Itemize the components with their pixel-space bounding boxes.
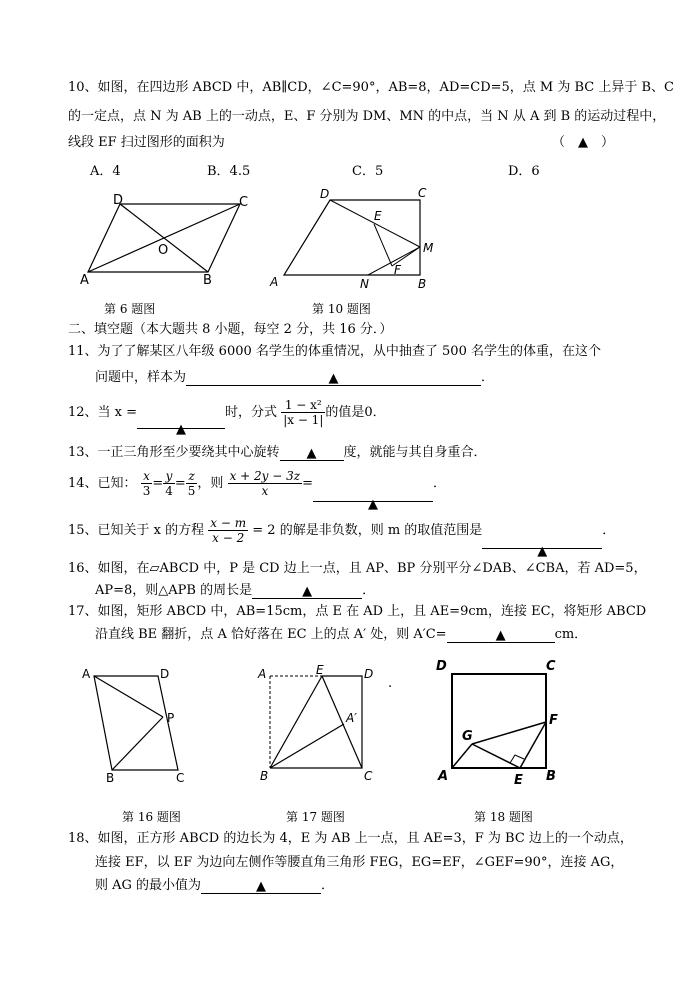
q14-end: ． [433, 476, 447, 491]
q13-blank [280, 446, 344, 461]
q17-mark: ▲ [495, 628, 506, 643]
fig6-label-o: O [158, 243, 169, 258]
q14-then: ，则 [197, 476, 224, 491]
q15 [68, 513, 616, 559]
q18-mark: ▲ [256, 879, 267, 894]
q14-eq: = [302, 476, 313, 491]
q15-pre: 15、已知关于 x 的方程 [68, 523, 205, 538]
q12-mid: 时，分式 [225, 405, 278, 420]
fig16-label-d: D [160, 667, 170, 681]
q11-text: 问题中，样本为 [95, 370, 187, 385]
q11-mark: ▲ [328, 371, 339, 386]
q18-line1: 18、如图，正方形 ABCD 的边长为 4，E 为 AB 上一点，且 AE=3，F 为 BC 边上的一个动点， [68, 831, 633, 846]
fig18-label-a: A [438, 769, 449, 784]
q10-line1: 10、如图，在四边形 ABCD 中，AB∥CD，∠C=90°，AB=8，AD=CD=5，点 M 为 BC 上异于 B、C [68, 80, 675, 95]
q14-f1-den: 3 [142, 484, 151, 498]
q11-end: ． [481, 370, 495, 385]
q14-f1-num: x [141, 469, 153, 484]
fig10-label-f: F [394, 263, 401, 277]
q14-f3-num: z [186, 469, 198, 484]
q14-frac-expr [228, 469, 303, 498]
q17-blank [447, 628, 555, 643]
q15-end: ． [602, 523, 616, 538]
q12-pre: 12、当 x = [68, 405, 138, 420]
q16-line2 [95, 583, 375, 599]
q13-post: 度，就能与其自身重合． [343, 445, 487, 460]
q14-frac-y [163, 469, 175, 498]
q14-mark: ▲ [368, 497, 378, 512]
q18-line3 [95, 878, 334, 894]
fig6-label-d: D [113, 193, 124, 208]
fig16-label-b: B [106, 771, 115, 785]
fig16-caption: 第 16 题图 [122, 810, 181, 824]
fig17-label-c: C [364, 769, 373, 783]
fig10-caption: 第 10 题图 [312, 302, 371, 316]
fig18-label-f: F [549, 713, 558, 728]
q18-line2: 连接 EF，以 EF 为边向左侧作等腰直角三角形 FEG，EG=EF，∠GEF=90°，连接 AG， [95, 855, 624, 870]
q13-pre: 13、一正三角形至少要绕其中心旋转 [68, 445, 280, 460]
q15-numerator: x − m [210, 516, 247, 530]
fig18-label-c: C [546, 659, 556, 674]
fig10-label-d: D [320, 187, 330, 201]
q10-option-a: A．4 [90, 164, 121, 179]
q13-mark: ▲ [306, 446, 317, 461]
q18-end: ． [321, 878, 335, 893]
fig17-dot: . [388, 676, 393, 691]
q15-denominator: x − 2 [212, 531, 245, 545]
fig16-label-p: P [167, 711, 175, 725]
q12 [68, 397, 386, 437]
fig16-label-c: C [176, 771, 185, 785]
q10-option-b: B．4.5 [207, 164, 251, 179]
q14-pre: 14、已知： [68, 476, 137, 491]
q12-numerator: 1 − x² [281, 398, 325, 413]
fig10-label-e: E [374, 209, 382, 223]
fig18-label-g: G [462, 729, 473, 744]
q10-line3: 线段 EF 扫过图形的面积为 [68, 135, 225, 150]
fig18-label-b: B [546, 769, 556, 784]
fig10-label-n: N [360, 277, 369, 291]
fig10-label-m: M [423, 241, 434, 255]
q15-blank [482, 534, 602, 559]
q14-blank [313, 487, 433, 512]
q12-fraction [281, 398, 325, 427]
q16-text: AP=8，则△APB 的周长是 [95, 583, 253, 598]
fig6-caption: 第 6 题图 [104, 302, 156, 316]
q15-mid: = 2 的解是非负数，则 m 的取值范围是 [252, 523, 483, 538]
q12-blank [137, 414, 225, 437]
figure-16-parallelogram [80, 662, 195, 787]
q16-blank [252, 584, 362, 599]
fig6-label-a: A [80, 273, 89, 288]
fig18-label-e: E [514, 773, 523, 788]
fig17-label-a: A [258, 667, 267, 681]
q13 [68, 445, 487, 461]
q17-text: 沿直线 BE 翻折，点 A 恰好落在 EC 上的点 A′ 处，则 A′C= [95, 627, 447, 642]
fig10-label-b: B [418, 277, 427, 291]
q14-f4-den: x [261, 484, 269, 498]
q10-option-c: C．5 [352, 164, 384, 179]
fig16-label-a: A [82, 667, 91, 681]
q11-line1: 11、为了了解某区八年级 6000 名学生的体重情况，从中抽查了 500 名学生的体重，在这个 [68, 344, 601, 359]
fig10-label-a: A [270, 275, 279, 289]
fig17-label-e: E [316, 663, 324, 677]
q12-mark: ▲ [176, 422, 187, 437]
figure-18-square [428, 656, 568, 788]
q17-line2 [95, 627, 587, 643]
q18-text: 则 AG 的最小值为 [95, 878, 202, 893]
q14-f2-den: 4 [165, 484, 173, 498]
q14-f3-den: 5 [187, 484, 196, 498]
q18-blank [201, 879, 321, 894]
q14-f2-num: y [163, 469, 175, 484]
q10-option-d: D．6 [508, 164, 540, 179]
fig6-label-b: B [203, 273, 212, 288]
q14: 14、已知： $\frac{x}{3}$ = $\frac{y}{4}$ = $\frac{z}{5}$ ，则 $\frac{x + 2y - 3z}{x}$ =▲． [68, 469, 447, 512]
q12-denominator: |x − 1| [283, 413, 324, 427]
q10-line2: 的一定点，点 N 为 AB 上的一动点，E、F 分别为 DM、MN 的中点，当 N 从 A 到 B 的运动过程中， [68, 109, 666, 124]
q11-line2 [95, 370, 494, 386]
figure-17-rectangle [256, 662, 396, 787]
q16-mark: ▲ [302, 584, 313, 599]
q15-fraction [208, 516, 248, 545]
fig17-label-b: B [260, 769, 269, 783]
q16-end: ． [362, 583, 376, 598]
q12-post: 的值是0． [325, 405, 386, 420]
fig17-label-a-prime: A′ [346, 711, 357, 725]
figure-6-parallelogram [75, 190, 255, 290]
q15-mark: ▲ [537, 544, 548, 559]
q11-blank [186, 371, 481, 386]
fig10-label-c: C [418, 186, 427, 200]
section-2-header: 二、填空题（本大题共 8 小题，每空 2 分，共 16 分．） [68, 322, 393, 337]
fig6-label-c: C [239, 195, 249, 210]
fig17-label-d: D [364, 667, 374, 681]
q17-line1: 17、如图，矩形 ABCD 中，AB=15cm，点 E 在 AD 上，且 AE=9cm，连接 EC，将矩形 ABCD [68, 604, 647, 619]
q14-frac-z [186, 469, 198, 498]
q14-f4-num: x + 2y − 3z [229, 469, 301, 483]
figure-10-quadrilateral [262, 182, 442, 294]
q16-line1: 16、如图，在▱ABCD 中，P 是 CD 边上一点，且 AP、BP 分别平分∠DAB、∠CBA，若 AD=5， [68, 561, 647, 576]
q14-frac-x [141, 469, 153, 498]
fig17-caption: 第 17 题图 [286, 810, 345, 824]
q10-answer-mark: （ ▲ ） [552, 135, 614, 150]
q17-end: cm． [554, 627, 588, 642]
fig18-caption: 第 18 题图 [474, 810, 533, 824]
fig18-label-d: D [436, 659, 447, 674]
